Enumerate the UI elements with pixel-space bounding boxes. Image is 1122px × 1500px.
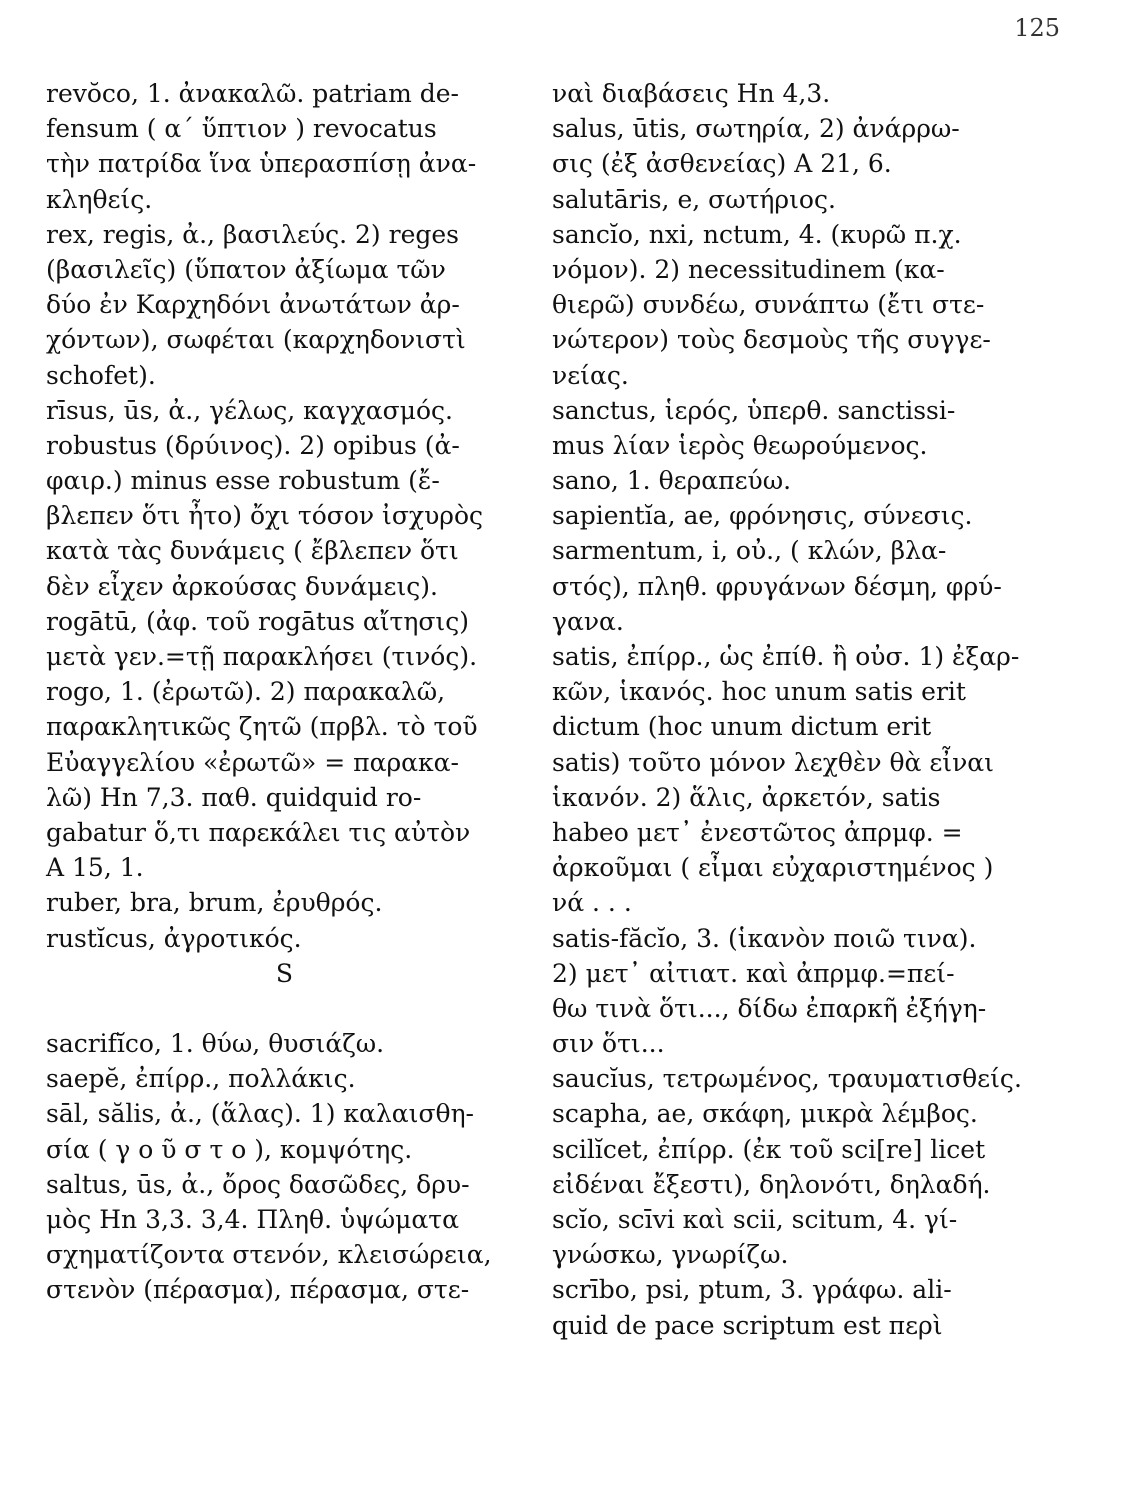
dictionary-line: satis) τοῦτο μόνον λεχθὲν θὰ εἶναι: [552, 747, 994, 777]
dictionary-line: νόμον). 2) necessitudinem (κα-: [552, 254, 945, 284]
dictionary-line: salus, ūtis, σωτηρία, 2) ἀνάρρω-: [552, 114, 960, 144]
dictionary-line: κῶν, ἱκανός. hoc unum satis erit: [552, 677, 966, 707]
dictionary-line: στενὸν (πέρασμα), πέρασμα, στε-: [46, 1275, 470, 1305]
dictionary-line: fensum ( α΄ ὕπτιον ) revocatus: [46, 114, 437, 144]
blank-line: [46, 991, 524, 1026]
dictionary-line: παρακλητικῶς ζητῶ (πρβλ. τὸ τοῦ: [46, 712, 478, 742]
dictionary-line: νώτερον) τοὺς δεσμοὺς τῆς συγγε-: [552, 325, 991, 355]
dictionary-line: scilĭcet, ἐπίρρ. (ἐκ τοῦ sci[re] licet: [552, 1134, 986, 1164]
dictionary-line: satis, ἐπίρρ., ὡς ἐπίθ. ἢ οὐσ. 1) ἐξαρ-: [552, 642, 1020, 671]
dictionary-line: σις (ἐξ ἀσθενείας) A 21, 6.: [552, 149, 892, 179]
dictionary-line: ruber, bra, brum, ἐρυθρός.: [46, 888, 383, 918]
dictionary-line: νείας.: [552, 360, 629, 390]
dictionary-line: κληθείς.: [46, 184, 153, 214]
dictionary-line: satis-făcĭo, 3. (ἱκανὸν ποιῶ τινα).: [552, 923, 977, 953]
dictionary-line: γνώσκω, γνωρίζω.: [552, 1240, 789, 1270]
dictionary-line: βλεπεν ὅτι ἦτο) ὄχι τόσον ἰσχυρὸς: [46, 501, 484, 531]
dictionary-line: sanctus, ἱερός, ὑπερθ. sanctissi-: [552, 395, 956, 425]
dictionary-line: gabatur ὅ,τι παρεκάλει τις αὐτὸν: [46, 817, 471, 847]
dictionary-line: φαιρ.) minus esse robustum (ἔ-: [46, 466, 440, 496]
dictionary-line: schofet).: [46, 360, 156, 390]
dictionary-line: εἰδέναι ἔξεστι), δηλονότι, δηλαδή.: [552, 1169, 991, 1199]
dictionary-line: sancĭo, nxi, nctum, 4. (κυρῶ π.χ.: [552, 219, 962, 249]
dictionary-line: scapha, ae, σκάφη, μικρὰ λέμβος.: [552, 1099, 978, 1129]
dictionary-line: ἱκανόν. 2) ἅλις, ἀρκετόν, satis: [552, 782, 941, 812]
dictionary-line: habeo μετ᾿ ἐνεστῶτος ἀπρμφ. =: [552, 817, 963, 847]
dictionary-line: λῶ) Hn 7,3. παθ. quidquid ro-: [46, 782, 422, 812]
dictionary-line: μετὰ γεν.=τῇ παρακλήσει (τινός).: [46, 642, 478, 671]
dictionary-line: ναὶ διαβάσεις Hn 4,3.: [552, 79, 831, 108]
dictionary-line: scrībo, psi, ptum, 3. γράφω. ali-: [552, 1275, 952, 1305]
dictionary-line: νά . . .: [552, 888, 632, 918]
section-letter: S: [275, 958, 295, 988]
dictionary-line: sano, 1. θεραπεύω.: [552, 466, 792, 496]
dictionary-line: κατὰ τὰς δυνάμεις ( ἔβλεπεν ὅτι: [46, 536, 459, 566]
dictionary-line: τὴν πατρίδα ἵνα ὑπερασπίσῃ ἀνα-: [46, 149, 477, 179]
dictionary-line: (βασιλεῖς) (ὕπατον ἀξίωμα τῶν: [46, 254, 446, 284]
dictionary-line: δύο ἐν Καρχηδόνι ἀνωτάτων ἀρ-: [46, 290, 460, 320]
dictionary-line: χόντων), σωφέται (καρχηδονιστὶ: [46, 325, 466, 355]
dictionary-line: sāl, sălis, ἀ., (ἅλας). 1) καλαισθη-: [46, 1099, 474, 1129]
dictionary-line: quid de pace scriptum est περὶ: [552, 1310, 943, 1340]
dictionary-line: δὲν εἶχεν ἀρκούσας δυνάμεις).: [46, 571, 438, 601]
dictionary-line: saepĕ, ἐπίρρ., πολλάκις.: [46, 1064, 356, 1094]
left-column: [46, 76, 524, 1308]
dictionary-line: rogo, 1. (ἐρωτῶ). 2) παρακαλῶ,: [46, 677, 446, 707]
dictionary-line: θω τινὰ ὅτι..., δίδω ἐπαρκῆ ἐξήγη-: [552, 993, 987, 1023]
dictionary-line: dictum (hoc unum dictum erit: [552, 712, 932, 742]
dictionary-line: sacrifĭco, 1. θύω, θυσιάζω.: [46, 1029, 385, 1059]
dictionary-line: A 15, 1.: [46, 853, 144, 883]
dictionary-line: rustĭcus, ἀγροτικός.: [46, 923, 302, 953]
dictionary-line: saltus, ūs, ἀ., ὄρος δασῶδες, δρυ-: [46, 1169, 470, 1199]
dictionary-line: σία ( γ ο ῦ σ τ ο ), κομψότης.: [46, 1134, 413, 1164]
dictionary-line: 2) μετ᾿ αἰτιατ. καὶ ἀπρμφ.=πεί-: [552, 958, 955, 988]
dictionary-line: revŏco, 1. ἀνακαλῶ. patriam de-: [46, 79, 459, 108]
right-column: [552, 76, 1022, 1343]
dictionary-line: rex, regis, ἀ., βασιλεύς. 2) reges: [46, 219, 460, 249]
dictionary-line: rogātū, (ἀφ. τοῦ rogātus αἴτησις): [46, 606, 469, 636]
dictionary-line: σχηματίζοντα στενόν, κλεισώρεια,: [46, 1240, 492, 1270]
dictionary-line: robustus (δρύινος). 2) opibus (ἀ-: [46, 430, 460, 460]
dictionary-line: scĭo, scīvi καὶ scii, scitum, 4. γί-: [552, 1205, 958, 1234]
dictionary-line: Εὐαγγελίου «ἐρωτῶ» = παρακα-: [46, 747, 460, 777]
dictionary-line: στός), πληθ. φρυγάνων δέσμη, φρύ-: [552, 571, 1002, 601]
dictionary-line: saucĭus, τετρωμένος, τραυματισθείς.: [552, 1064, 1022, 1094]
dictionary-line: sapientĭa, ae, φρόνησις, σύνεσις.: [552, 501, 973, 531]
dictionary-line: σιν ὅτι...: [552, 1029, 665, 1059]
dictionary-line: γανα.: [552, 606, 624, 636]
dictionary-line: μὸς Hn 3,3. 3,4. Πληθ. ὑψώματα: [46, 1205, 460, 1234]
dictionary-line: salutāris, e, σωτήριος.: [552, 184, 836, 214]
dictionary-line: mus λίαν ἱερὸς θεωρούμενος.: [552, 430, 928, 460]
dictionary-line: rīsus, ūs, ἀ., γέλως, καγχασμός.: [46, 395, 453, 425]
dictionary-line: θιερῶ) συνδέω, συνάπτω (ἔτι στε-: [552, 290, 985, 320]
page-number: 125: [1014, 14, 1060, 42]
dictionary-line: sarmentum, i, οὐ., ( κλών, βλα-: [552, 536, 947, 566]
dictionary-line: ἀρκοῦμαι ( εἶμαι εὐχαριστημένος ): [552, 853, 994, 883]
